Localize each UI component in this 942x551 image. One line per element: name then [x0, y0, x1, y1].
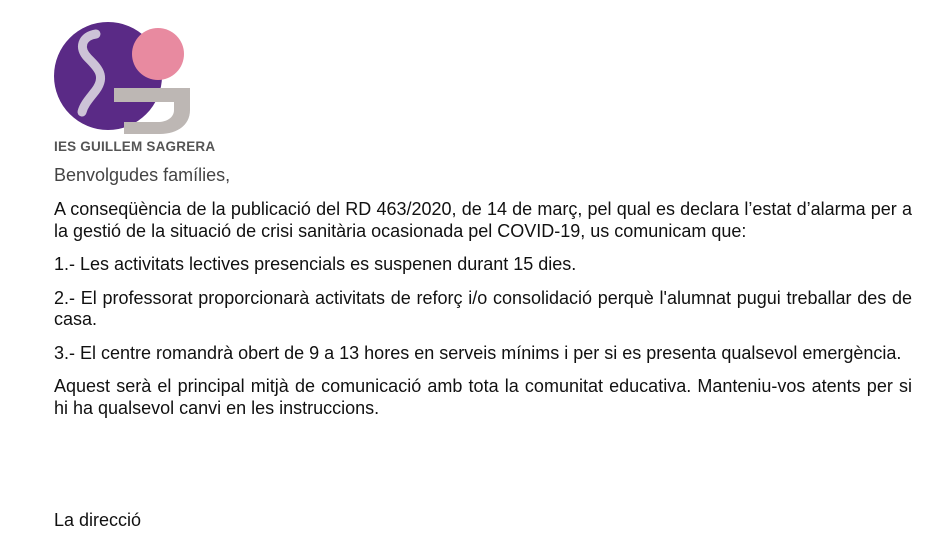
letter-point-2: 2.- El professorat proporcionarà activitats de reforç i/o consolidació perquè l'alumnat pugui treballar des de casa. — [54, 287, 912, 329]
letter-greeting: Benvolgudes famílies, — [54, 165, 231, 185]
school-logo-graphic — [52, 14, 194, 138]
logo-pink-dot — [132, 28, 184, 80]
letter-signature: La direcció — [54, 510, 142, 530]
letter-closing: Aquest serà el principal mitjà de comunicació amb tota la comunitat educativa. Manteniu-vos atents per si hi ha qualsevol canvi en les instruccions. — [54, 376, 912, 418]
letter-intro: A conseqüència de la publicació del RD 463/2020, de 14 de març, pel qual es declara l’estat d’alarma per a la gestió de la situació de crisi sanitària ocasionada pel COVID-19, us comunicam que: — [54, 199, 912, 241]
letter-point-1: 1.- Les activitats lectives presencials es suspenen durant 15 dies. — [54, 254, 577, 274]
school-name: IES GUILLEM SAGRERA — [54, 139, 216, 154]
letter-body — [54, 199, 912, 431]
school-logo — [52, 14, 194, 138]
letter-point-3: 3.- El centre romandrà obert de 9 a 13 hores en serveis mínims i per si es presenta qualsevol emergència. — [54, 342, 902, 363]
